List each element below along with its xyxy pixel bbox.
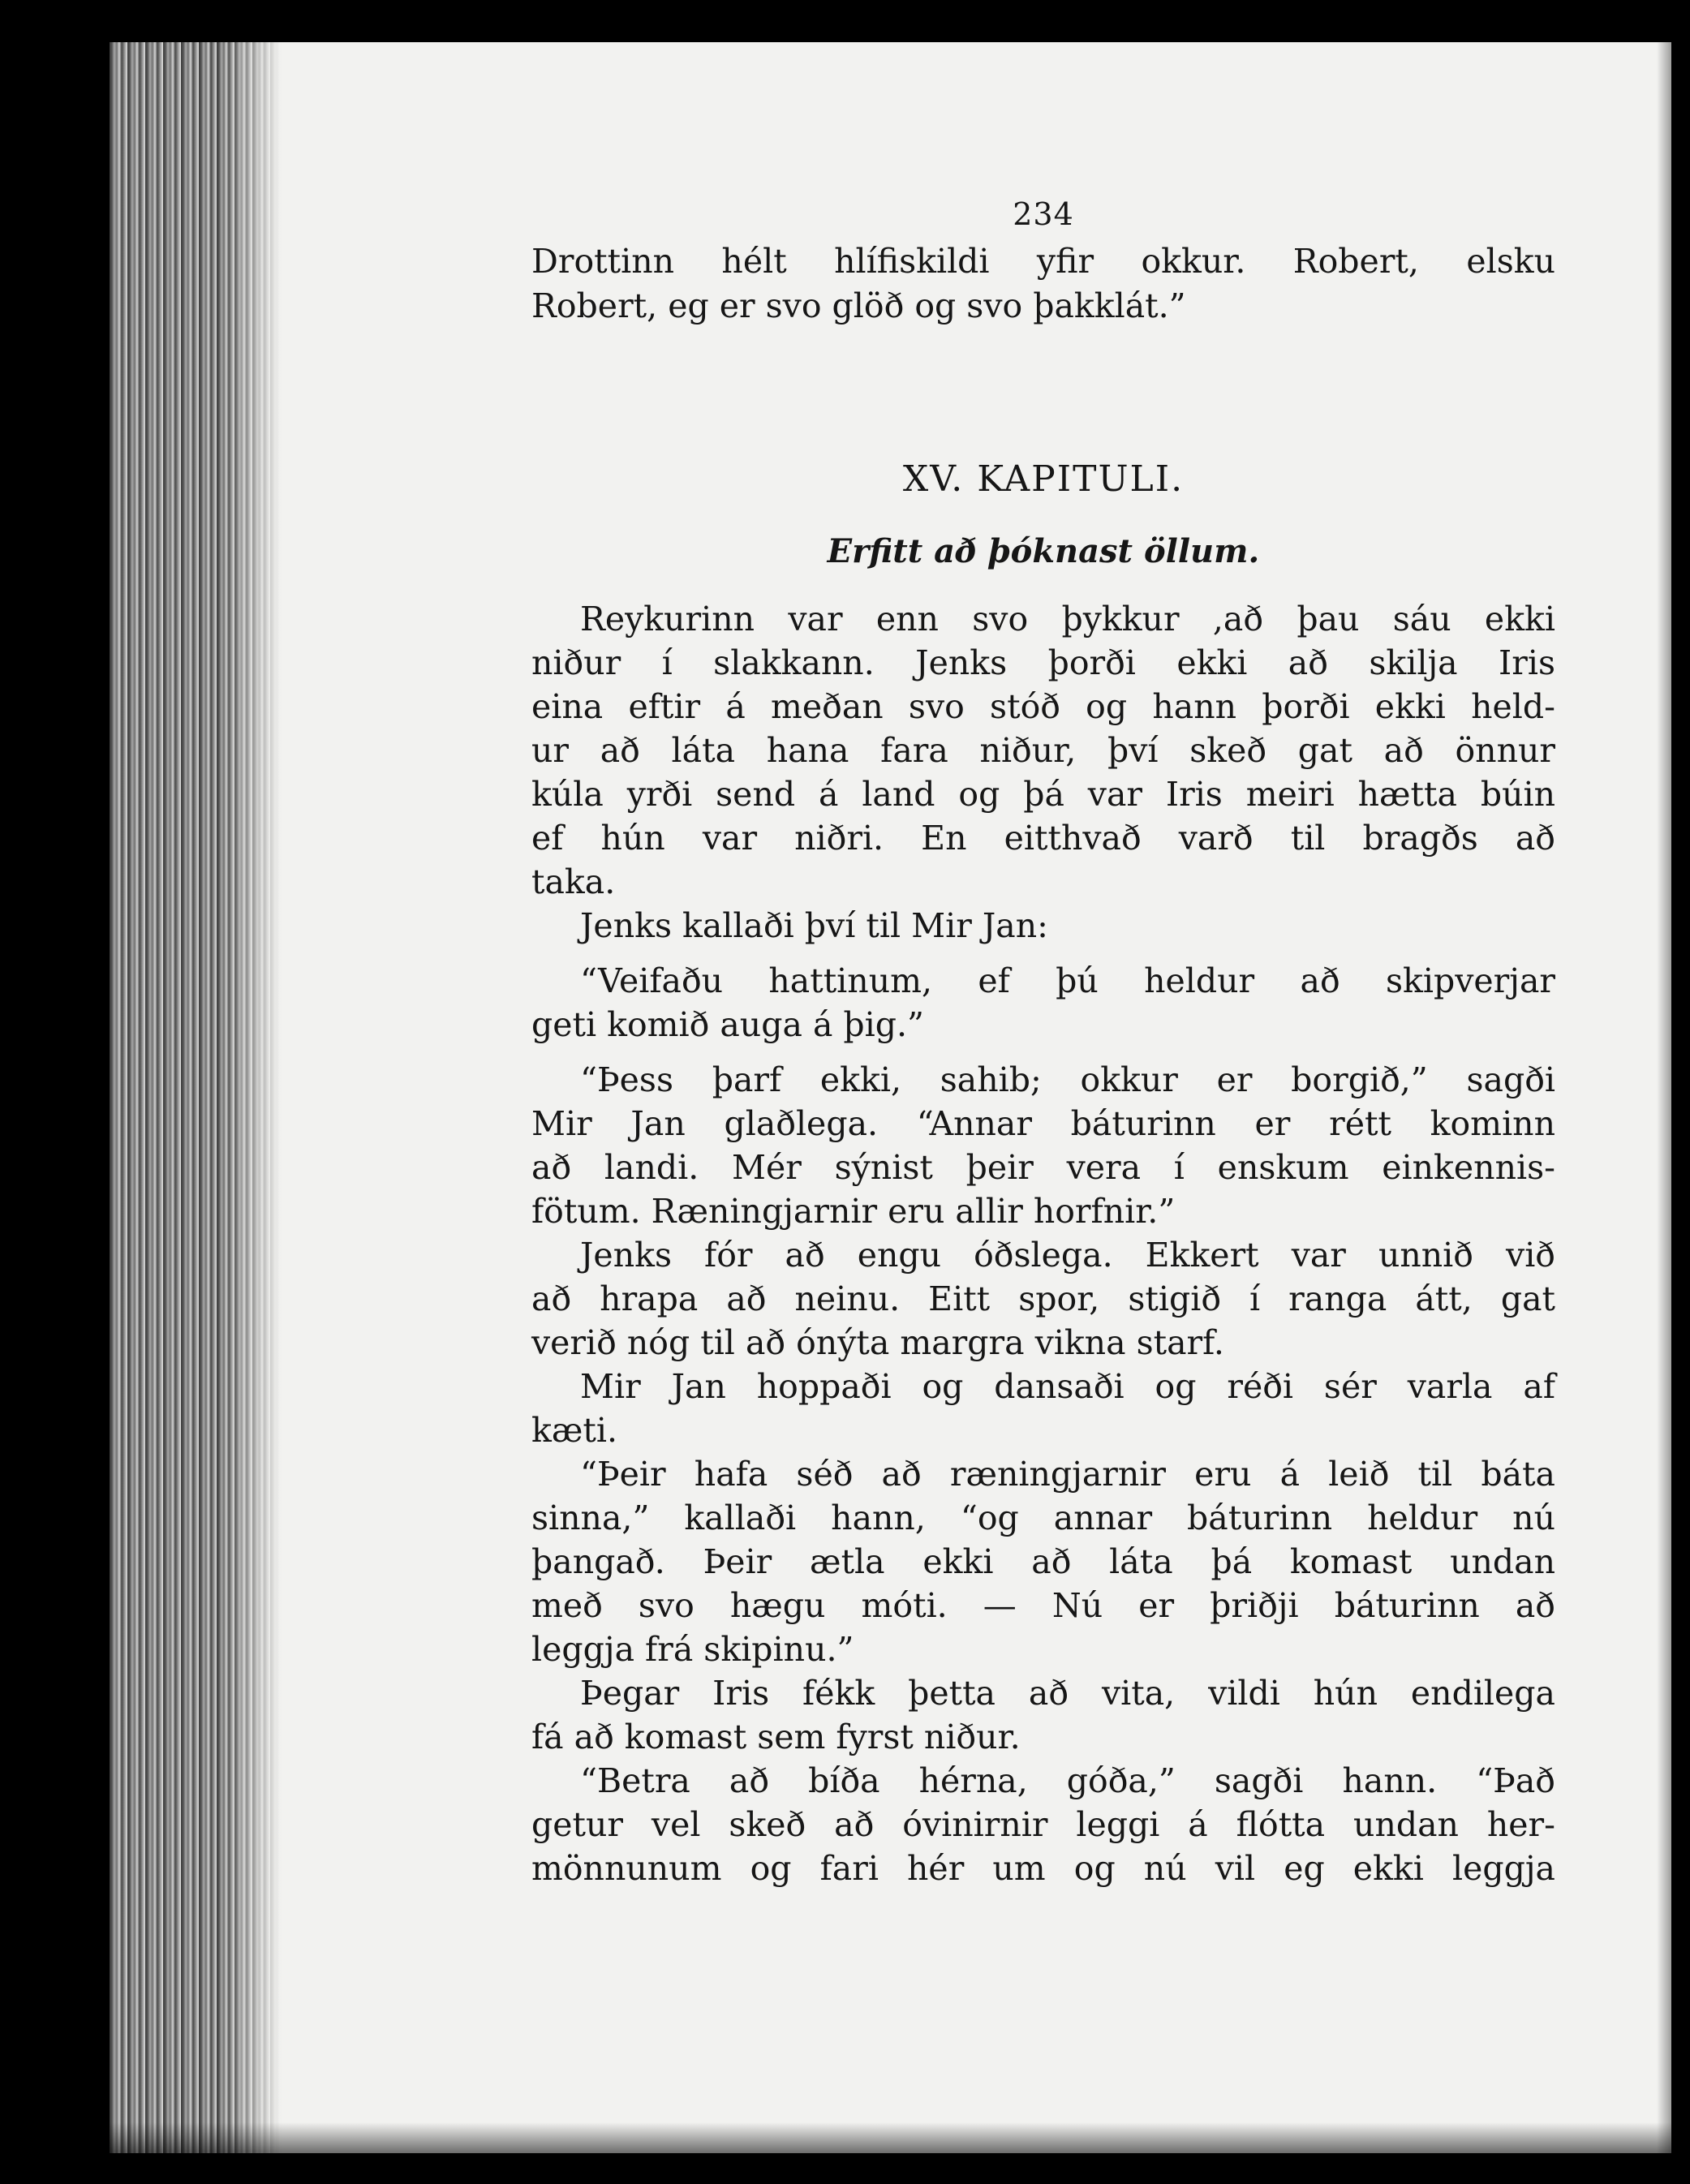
text-line: Þegar Iris fékk þetta að vita, vildi hún endilega xyxy=(580,1674,1555,1713)
text-line: Robert, eg er svo glöð og svo þakklát.” xyxy=(531,286,1186,325)
page-right-shadow xyxy=(1657,42,1671,2153)
text-line: leggja frá skipinu.” xyxy=(531,1630,854,1669)
text-line: fá að komast sem fyrst niður. xyxy=(531,1718,1021,1756)
book-page-edges xyxy=(110,42,282,2153)
text-line: kúla yrði send á land og þá var Iris meiri hætta búin xyxy=(531,775,1555,814)
text-line: Mir Jan hoppaði og dansaði og réði sér varla af xyxy=(580,1367,1555,1406)
scanned-page xyxy=(110,42,1671,2153)
text-line: eina eftir á meðan svo stóð og hann þorði ekki held- xyxy=(531,687,1555,726)
chapter-subtitle: Erfitt að þóknast öllum. xyxy=(827,532,1260,570)
text-line: Drottinn hélt hlífiskildi yfir okkur. Robert, elsku xyxy=(531,242,1555,281)
text-line: þangað. Þeir ætla ekki að láta þá komast undan xyxy=(531,1542,1555,1581)
page-bottom-shadow xyxy=(110,2122,1671,2153)
text-line: ur að láta hana fara niður, því skeð gat að önnur xyxy=(531,731,1555,770)
text-line: “Veifaðu hattinum, ef þú heldur að skipverjar xyxy=(580,961,1555,1000)
text-line: mönnunum og fari hér um og nú vil eg ekki leggja xyxy=(531,1849,1555,1888)
text-line: “Þeir hafa séð að ræningjarnir eru á leið til báta xyxy=(580,1455,1555,1494)
text-line: fötum. Ræningjarnir eru allir horfnir.” xyxy=(531,1192,1176,1231)
text-line: að hrapa að neinu. Eitt spor, stigið í ranga átt, gat xyxy=(531,1279,1555,1318)
text-line: niður í slakkann. Jenks þorði ekki að skilja Iris xyxy=(531,643,1555,682)
text-line: Mir Jan glaðlega. “Annar báturinn er rétt kominn xyxy=(531,1104,1555,1143)
text-line: Jenks kallaði því til Mir Jan: xyxy=(580,906,1048,945)
text-line: ef hún var niðri. En eitthvað varð til bragðs að xyxy=(531,819,1555,858)
chapter-title: XV. KAPITULI. xyxy=(902,458,1185,500)
page-number: 234 xyxy=(1013,196,1074,232)
text-line: geti komið auga á þig.” xyxy=(531,1005,925,1044)
text-line: “Þess þarf ekki, sahib; okkur er borgið,” sagði xyxy=(580,1060,1555,1099)
text-line: kæti. xyxy=(531,1411,618,1450)
text-line: Reykurinn var enn svo þykkur ,að þau sáu ekki xyxy=(580,600,1555,638)
text-line: “Betra að bíða hérna, góða,” sagði hann. “Það xyxy=(580,1761,1555,1800)
text-line: getur vel skeð að óvinirnir leggi á flótta undan her- xyxy=(531,1805,1555,1844)
text-line: að landi. Mér sýnist þeir vera í enskum einkennis- xyxy=(531,1148,1555,1187)
text-line: taka. xyxy=(531,862,616,901)
text-line: með svo hægu móti. — Nú er þriðji báturinn að xyxy=(531,1586,1555,1625)
text-line: Jenks fór að engu óðslega. Ekkert var unnið við xyxy=(580,1236,1555,1275)
text-line: verið nóg til að ónýta margra vikna starf. xyxy=(531,1323,1224,1362)
text-line: sinna,” kallaði hann, “og annar báturinn heldur nú xyxy=(531,1498,1555,1537)
